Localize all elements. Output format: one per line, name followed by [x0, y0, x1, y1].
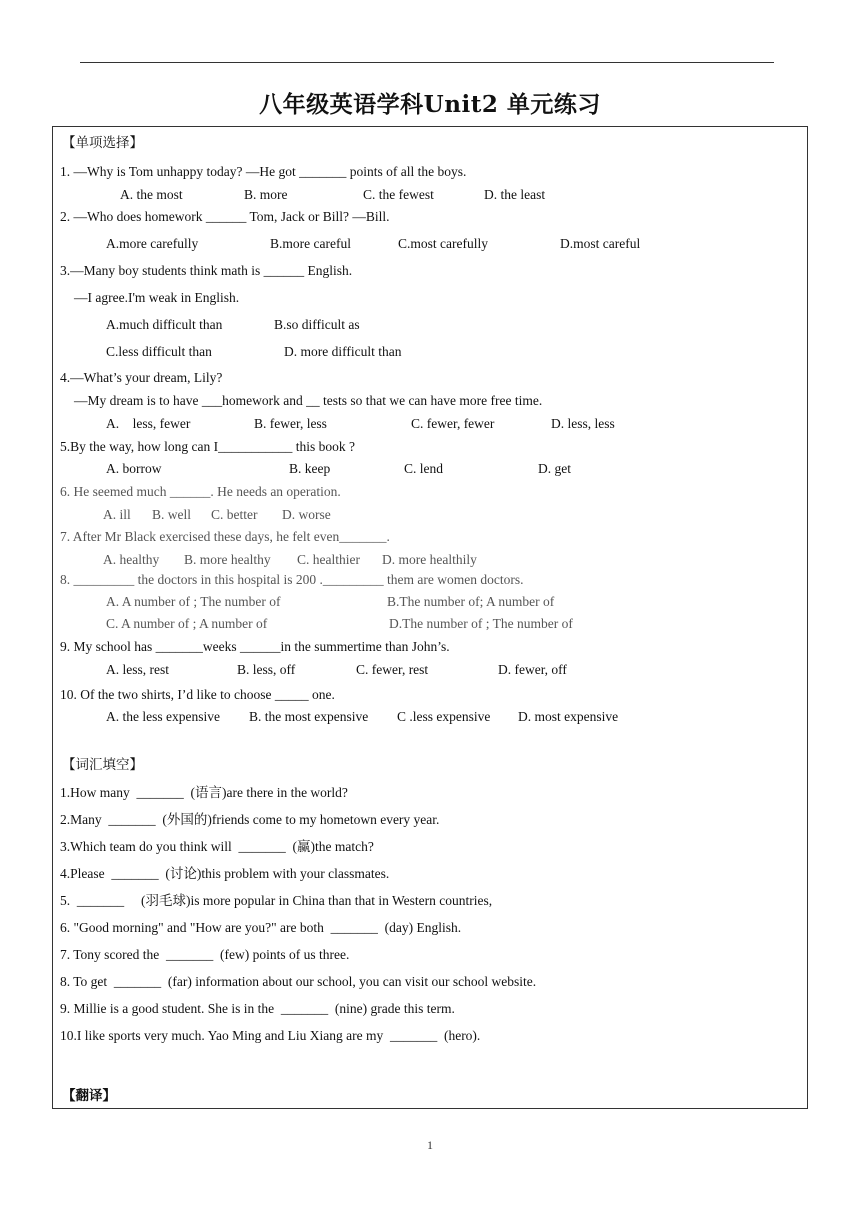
page-number: 1	[427, 1138, 433, 1152]
vocab-item: 1.How many _______ (语言)are there in the world?	[60, 785, 348, 800]
q7-stem: 7. After Mr Black exercised these days, he felt even_______.	[60, 529, 390, 544]
q1-option-a: A. the most	[120, 187, 183, 202]
vocab-item: 9. Millie is a good student. She is in the _______ (nine) grade this term.	[60, 1001, 455, 1016]
q3-option-a: A.much difficult than	[106, 317, 223, 332]
header-rule	[80, 62, 774, 63]
q4-option-d: D. less, less	[551, 416, 615, 431]
q9-option-b: B. less, off	[237, 662, 296, 677]
q5-stem: 5.By the way, how long can I___________ this book ?	[60, 439, 355, 454]
q6-option-a: A. ill	[103, 507, 131, 522]
vocab-item: 10.I like sports very much. Yao Ming and Liu Xiang are my _______ (hero).	[60, 1028, 481, 1043]
q2-option-c: C.most carefully	[398, 236, 488, 251]
q10-option-a: A. the less expensive	[106, 709, 220, 724]
q3-option-b: B.so difficult as	[274, 317, 360, 332]
q4-option-c: C. fewer, fewer	[411, 416, 495, 431]
q1-option-b: B. more	[244, 187, 288, 202]
q10-option-d: D. most expensive	[518, 709, 619, 724]
q10-option-c: C .less expensive	[397, 709, 491, 724]
q8-option-b: B.The number of; A number of	[387, 594, 555, 609]
q6-option-c: C. better	[211, 507, 258, 522]
q8-stem: 8. _________ the doctors in this hospital is 200 ._________ them are women doctors.	[60, 572, 524, 587]
q10-stem: 10. Of the two shirts, I’d like to choose _____ one.	[60, 687, 335, 702]
q3-option-d: D. more difficult than	[284, 344, 402, 359]
vocab-item: 7. Tony scored the _______ (few) points of us three.	[60, 947, 350, 962]
q6-option-d: D. worse	[282, 507, 331, 522]
vocab-item: 3.Which team do you think will _______ (赢)the match?	[60, 839, 374, 854]
vocab-item: 4.Please _______ (讨论)this problem with your classmates.	[60, 866, 390, 881]
q8-option-d: D.The number of ; The number of	[389, 616, 573, 631]
vocab-item: 6. "Good morning" and "How are you?" are both _______ (day) English.	[60, 920, 462, 935]
vocab-item: 8. To get _______ (far) information about our school, you can visit our school website.	[60, 974, 537, 989]
q5-option-a: A. borrow	[106, 461, 162, 476]
q10-option-b: B. the most expensive	[249, 709, 369, 724]
q5-option-c: C. lend	[404, 461, 443, 476]
q8-option-a: A. A number of ; The number of	[106, 594, 281, 609]
section-header-vocab: 【词汇填空】	[62, 757, 143, 773]
q2-stem: 2. —Who does homework ______ Tom, Jack or Bill? —Bill.	[60, 209, 390, 224]
q6-stem: 6. He seemed much ______. He needs an operation.	[60, 484, 341, 499]
q7-option-a: A. healthy	[103, 552, 160, 567]
q2-option-b: B.more careful	[270, 236, 351, 251]
q9-stem: 9. My school has _______weeks ______in the summertime than John’s.	[60, 639, 450, 654]
q2-option-a: A.more carefully	[106, 236, 199, 251]
q4-stem-reply: —My dream is to have ___homework and __ tests so that we can have more free time.	[74, 393, 543, 408]
q1-stem: 1. —Why is Tom unhappy today? —He got _______ points of all the boys.	[60, 164, 467, 179]
q7-option-b: B. more healthy	[184, 552, 271, 567]
q4-option-b: B. fewer, less	[254, 416, 327, 431]
q2-option-d: D.most careful	[560, 236, 641, 251]
q4-stem: 4.—What’s your dream, Lily?	[60, 370, 223, 385]
q4-option-a: A. less, fewer	[106, 416, 191, 431]
section-header-mc: 【单项选择】	[62, 135, 143, 151]
q3-option-c: C.less difficult than	[106, 344, 212, 359]
vocab-item: 5. _______ (羽毛球)is more popular in China than that in Western countries,	[60, 893, 493, 908]
q3-stem-reply: —I agree.I'm weak in English.	[74, 290, 240, 305]
q5-option-b: B. keep	[289, 461, 331, 476]
q1-option-c: C. the fewest	[363, 187, 434, 202]
q7-option-c: C. healthier	[297, 552, 360, 567]
q6-option-b: B. well	[152, 507, 191, 522]
q7-option-d: D. more healthily	[382, 552, 477, 567]
q9-option-c: C. fewer, rest	[356, 662, 429, 677]
q9-option-a: A. less, rest	[106, 662, 169, 677]
q5-option-d: D. get	[538, 461, 571, 476]
page-title: 八年级英语学科Unit2 单元练习	[259, 91, 601, 118]
vocab-item: 2.Many _______ (外国的)friends come to my hometown every year.	[60, 812, 440, 827]
q9-option-d: D. fewer, off	[498, 662, 567, 677]
q1-option-d: D. the least	[484, 187, 546, 202]
q3-stem: 3.—Many boy students think math is ______ English.	[60, 263, 353, 278]
q8-option-c: C. A number of ; A number of	[106, 616, 268, 631]
section-header-translate: 【翻译】	[62, 1088, 116, 1104]
